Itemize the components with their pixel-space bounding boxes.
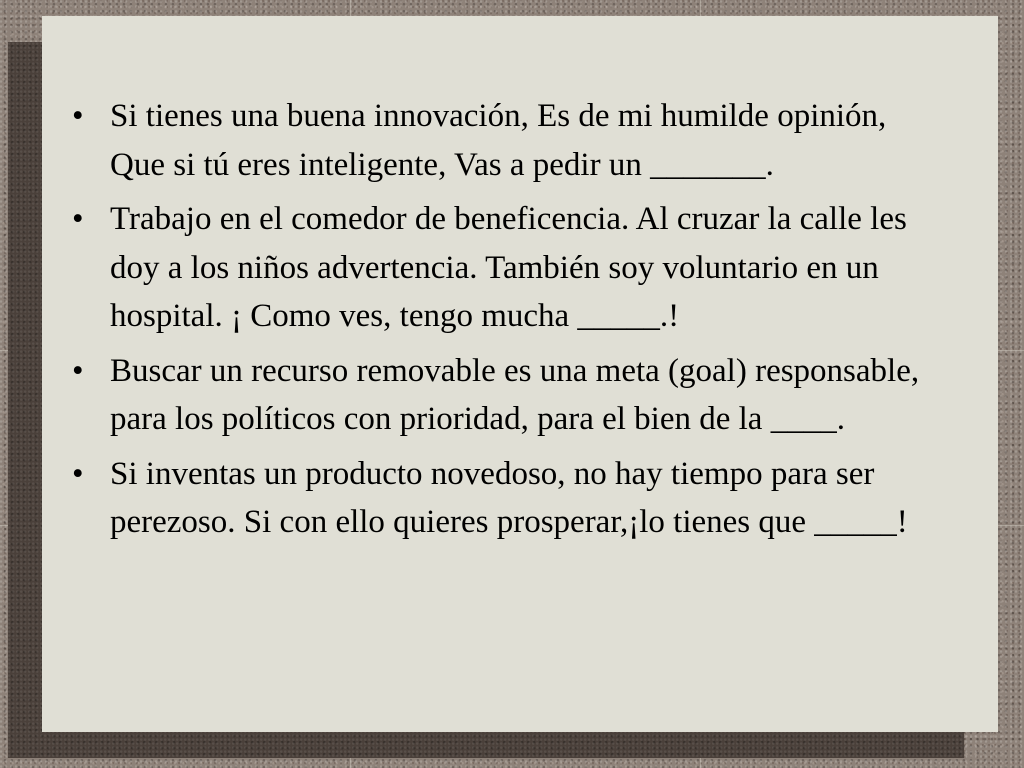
bullet-item — [66, 92, 948, 189]
slide-content-panel — [42, 16, 998, 732]
bullet-item — [66, 195, 948, 341]
bullet-dot-icon: • — [72, 352, 84, 389]
bullet-item — [66, 347, 948, 444]
bullet-dot-icon: • — [72, 455, 84, 492]
bullet-dot-icon: • — [72, 201, 84, 237]
bullet-item — [66, 450, 948, 547]
bullet-text: Si inventas un producto novedoso, no hay tiempo para ser perezoso. Si con ello quieres prosperar,¡lo tienes que _____! — [110, 455, 908, 540]
bullet-text: Trabajo en el comedor de beneficencia. Al cruzar la calle les doy a los niños advertencia. También soy voluntario en un hospital. ¡ Como ves, tengo mucha _____.! — [110, 201, 907, 334]
bullet-text: Si tienes una buena innovación, Es de mi humilde opinión, Que si tú eres inteligente, Vas a pedir un _______. — [110, 98, 887, 183]
bullet-text: Buscar un recurso removable es una meta (goal) responsable, para los políticos con prioridad, para el bien de la ____. — [110, 352, 920, 437]
bullet-dot-icon: • — [72, 98, 84, 134]
bullet-list — [66, 92, 948, 547]
